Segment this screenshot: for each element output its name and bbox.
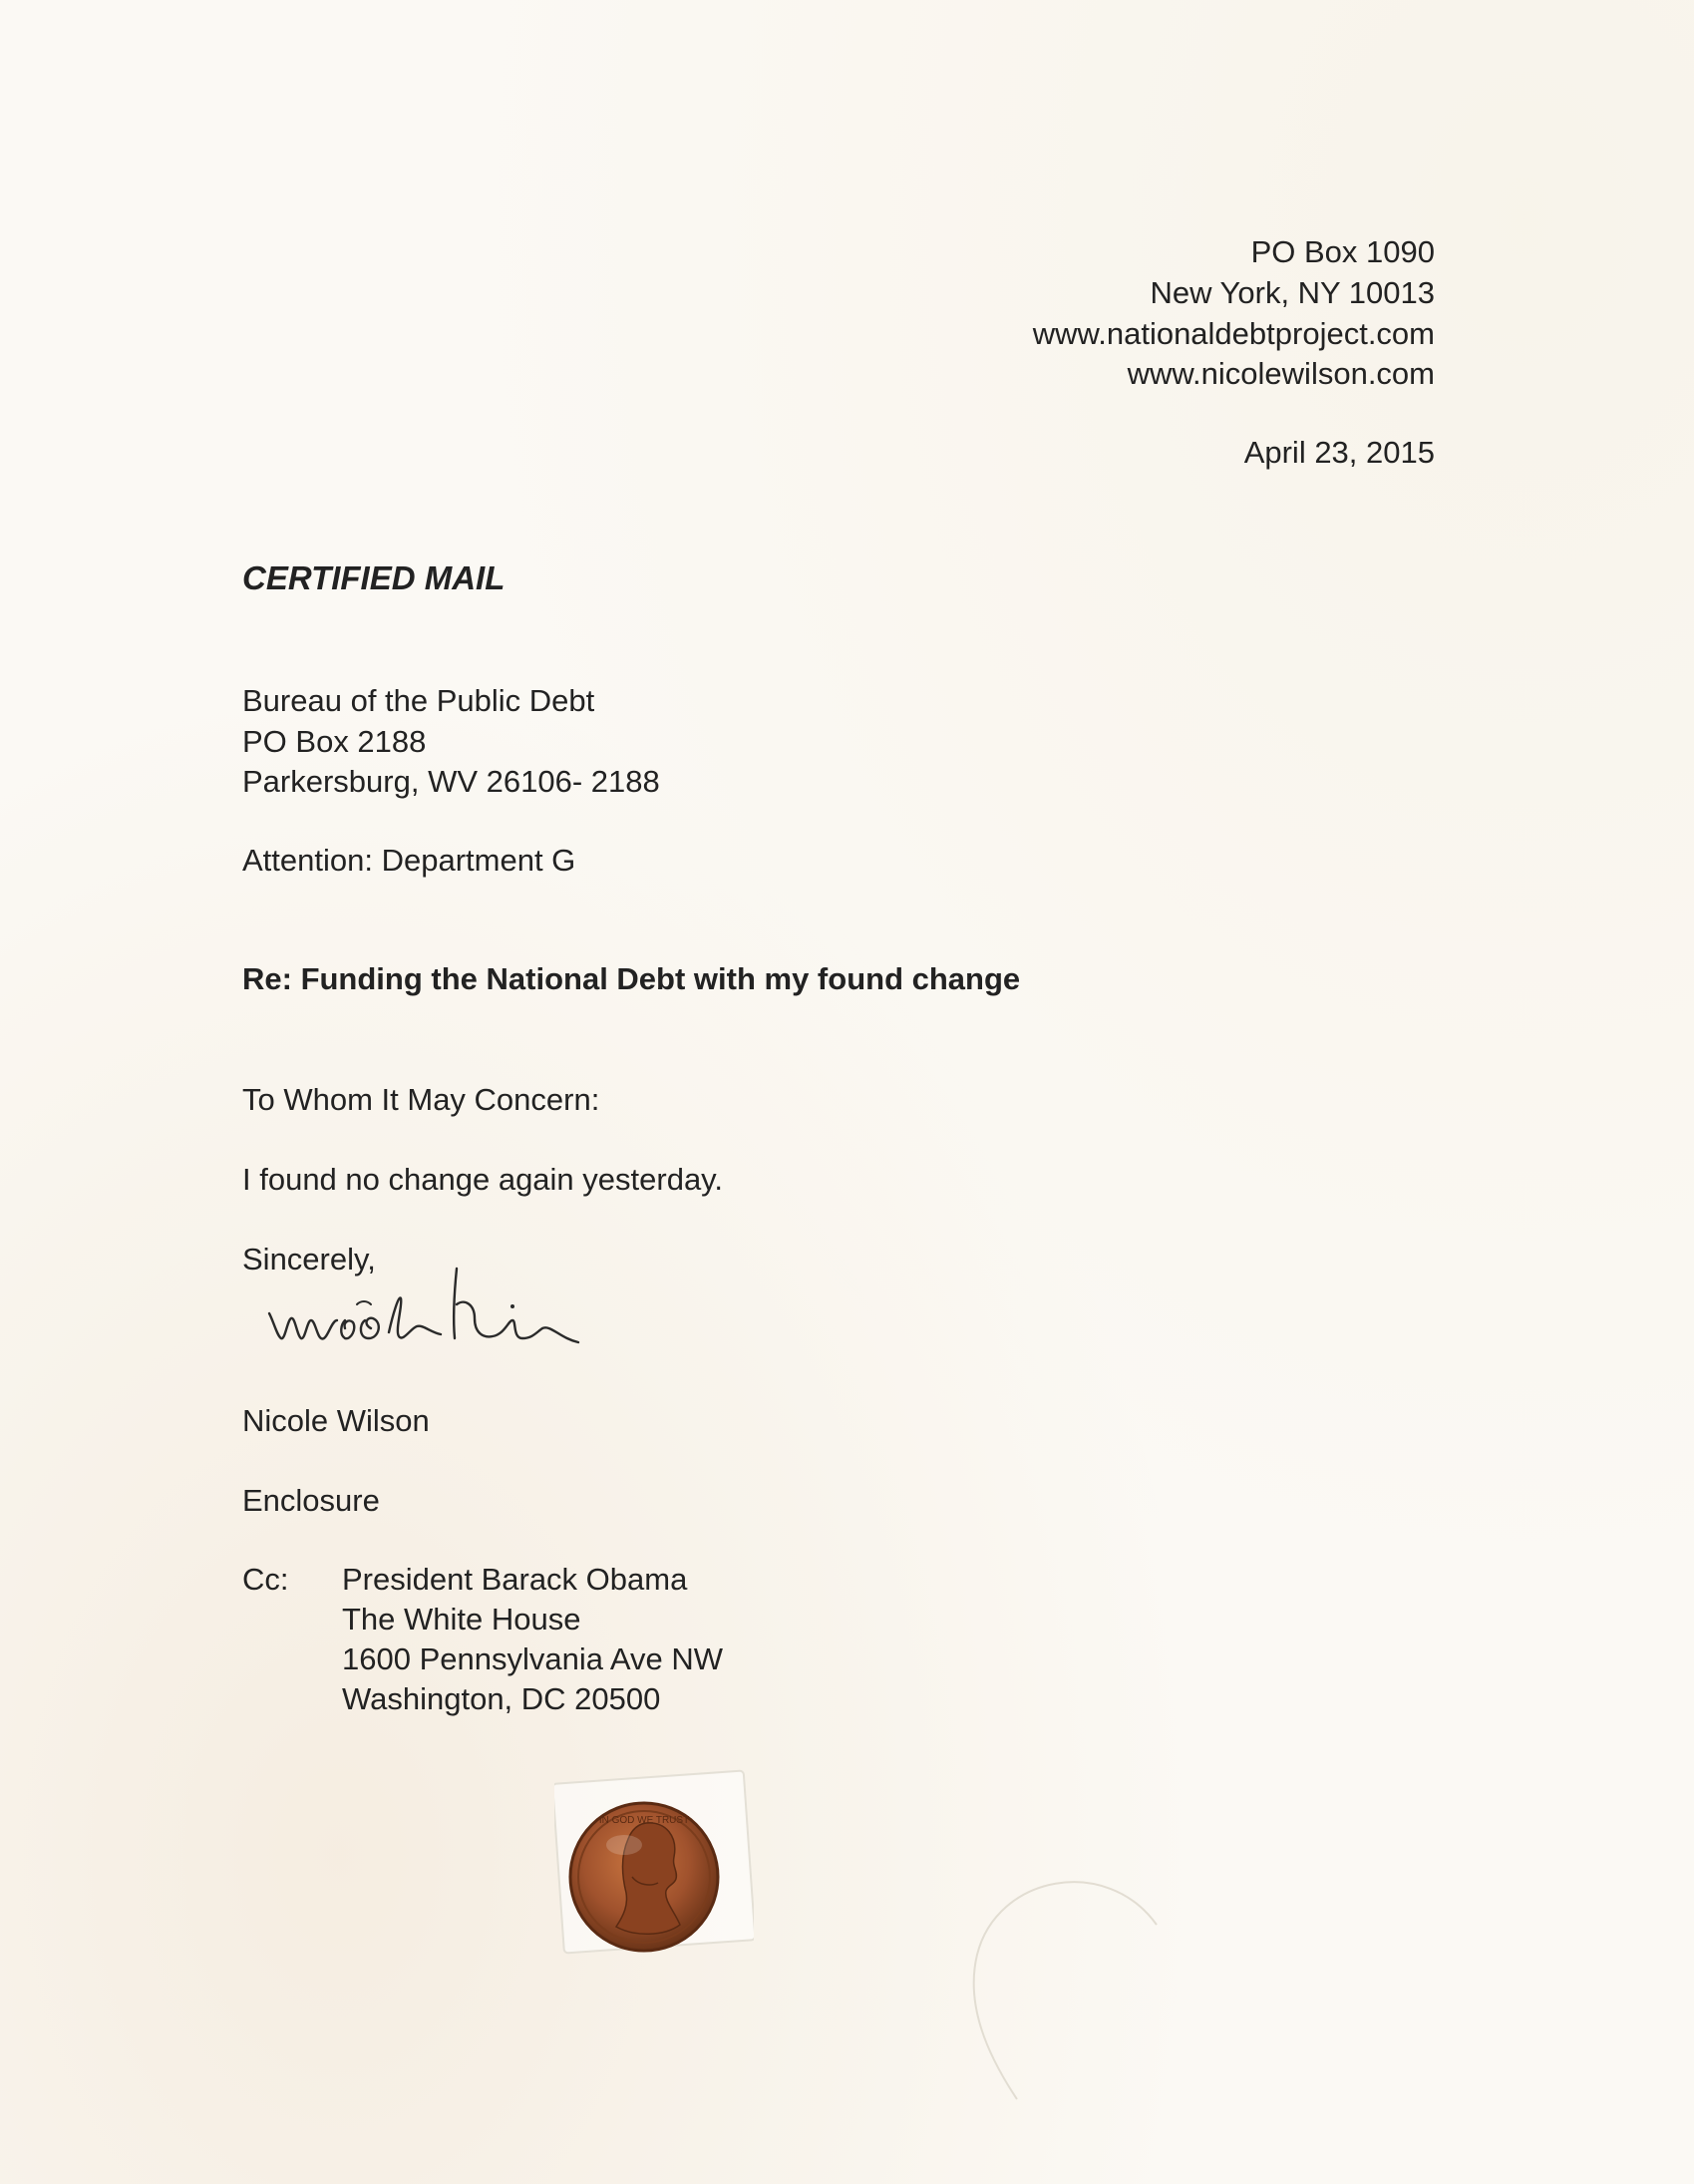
cc-line-1: President Barack Obama [342,1562,688,1597]
sender-address-line2: New York, NY 10013 [1150,275,1435,310]
sender-website-1: www.nationaldebtproject.com [1032,316,1435,351]
certified-mail-heading: CERTIFIED MAIL [242,559,506,596]
letter-date: April 23, 2015 [1243,435,1435,470]
salutation: To Whom It May Concern: [242,1082,600,1117]
penny-coin-icon [554,1765,754,1965]
letter-body: I found no change again yesterday. [242,1162,723,1197]
cc-line-4: Washington, DC 20500 [342,1681,661,1716]
sender-address-line1: PO Box 1090 [1250,234,1435,269]
recipient-address-line1: PO Box 2188 [242,724,427,759]
cc-line-3: 1600 Pennsylvania Ave NW [342,1641,723,1676]
signer-name: Nicole Wilson [242,1403,430,1438]
subject-line: Re: Funding the National Debt with my found change [242,961,1021,996]
closing: Sincerely, [242,1242,376,1276]
handwritten-signature [261,1259,650,1368]
cc-line-2: The White House [342,1602,581,1637]
svg-text:IN GOD WE TRUST: IN GOD WE TRUST [598,1815,690,1826]
attention-line: Attention: Department G [242,843,576,878]
recipient-address-line2: Parkersburg, WV 26106- 2188 [242,764,660,799]
cc-label: Cc: [242,1562,289,1597]
recipient-name: Bureau of the Public Debt [242,683,595,718]
sender-website-2: www.nicolewilson.com [1127,356,1435,391]
enclosure-note: Enclosure [242,1483,380,1518]
paper-crease-mark [957,1865,1167,2104]
